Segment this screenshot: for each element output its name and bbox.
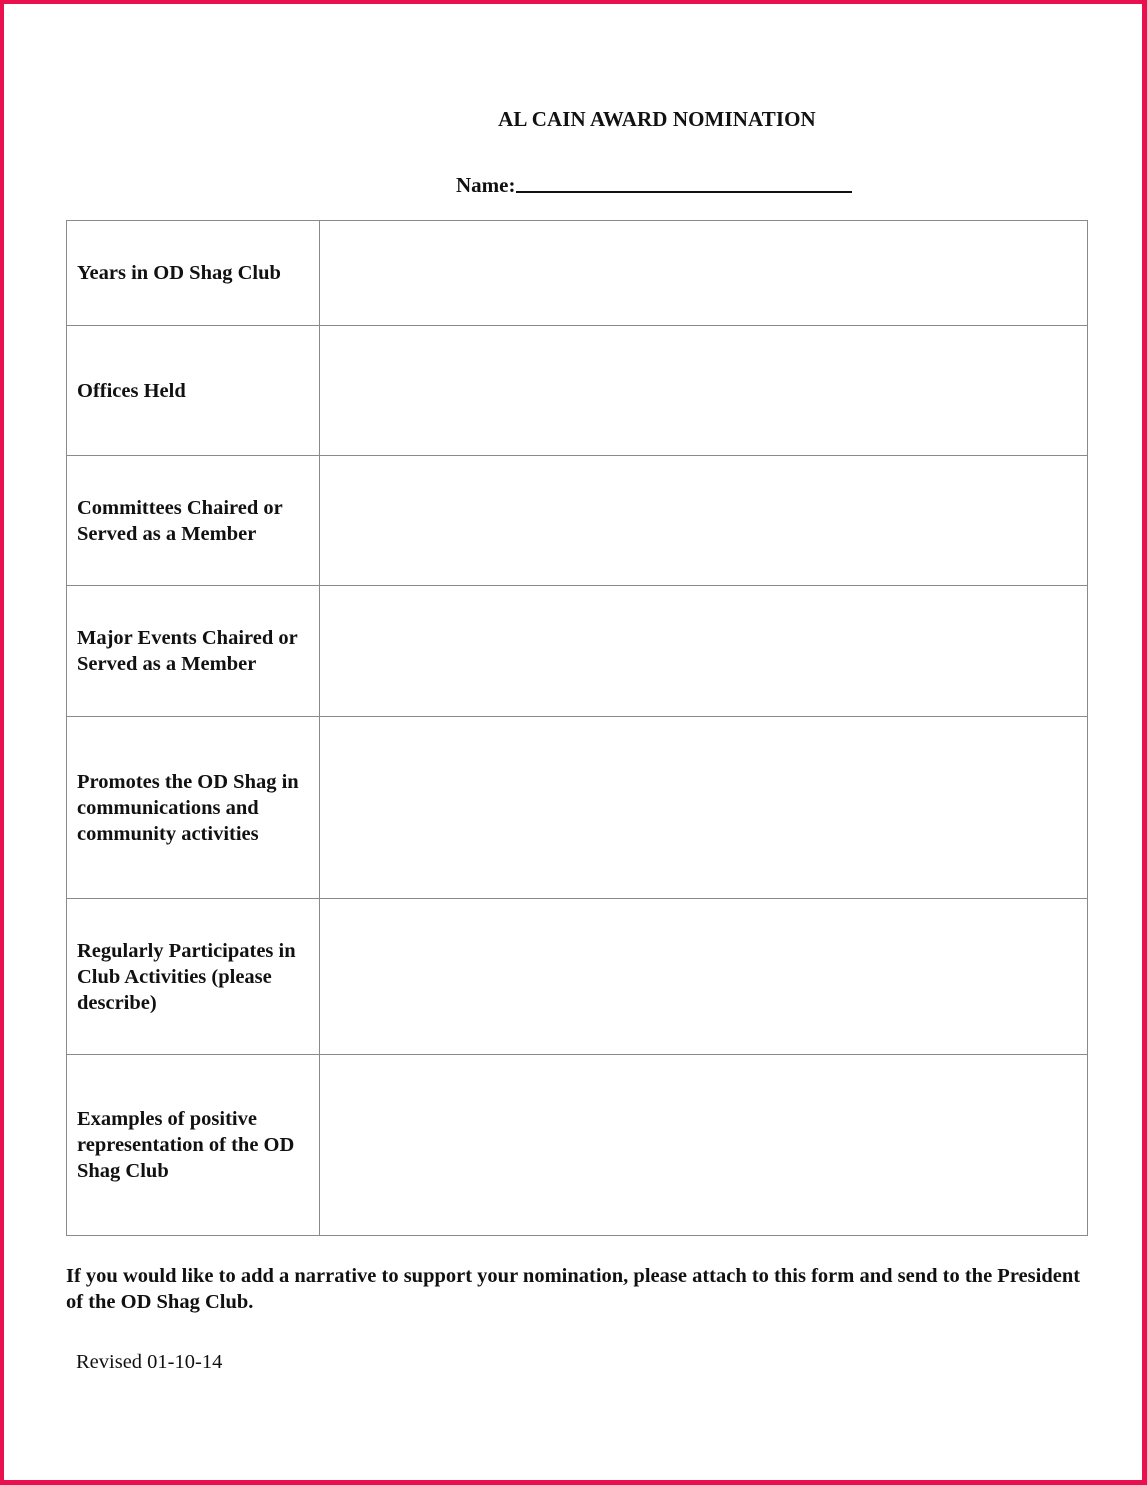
row-label: Promotes the OD Shag in communications and community activities xyxy=(67,717,320,899)
table-row xyxy=(67,899,1088,1055)
row-label: Examples of positive representation of the OD Shag Club xyxy=(67,1055,320,1236)
table-row xyxy=(67,326,1088,456)
row-input-examples[interactable] xyxy=(320,1055,1088,1236)
revision-date: Revised 01-10-14 xyxy=(76,1351,223,1373)
row-input-participates[interactable] xyxy=(320,899,1088,1055)
nominee-name-field[interactable] xyxy=(456,170,852,198)
row-input-promotes[interactable] xyxy=(320,717,1088,899)
name-label: Name: xyxy=(456,173,516,197)
narrative-instructions: If you would like to add a narrative to support your nomination, please attach to this form and send to the President of the OD Shag Club. xyxy=(66,1265,1081,1313)
table-row xyxy=(67,456,1088,586)
table-row xyxy=(67,221,1088,326)
row-label: Regularly Participates in Club Activities (please describe) xyxy=(67,899,320,1055)
table-row xyxy=(67,586,1088,717)
row-input-major-events[interactable] xyxy=(320,586,1088,717)
row-input-committees[interactable] xyxy=(320,456,1088,586)
row-label: Major Events Chaired or Served as a Member xyxy=(67,586,320,717)
row-label: Years in OD Shag Club xyxy=(67,221,320,326)
table-row xyxy=(67,1055,1088,1236)
row-input-offices[interactable] xyxy=(320,326,1088,456)
row-label: Committees Chaired or Served as a Member xyxy=(67,456,320,586)
name-input-line[interactable] xyxy=(516,171,852,193)
row-label: Offices Held xyxy=(67,326,320,456)
nomination-table xyxy=(66,220,1088,1236)
row-input-years[interactable] xyxy=(320,221,1088,326)
form-title: AL CAIN AWARD NOMINATION xyxy=(498,107,816,131)
table-row xyxy=(67,717,1088,899)
